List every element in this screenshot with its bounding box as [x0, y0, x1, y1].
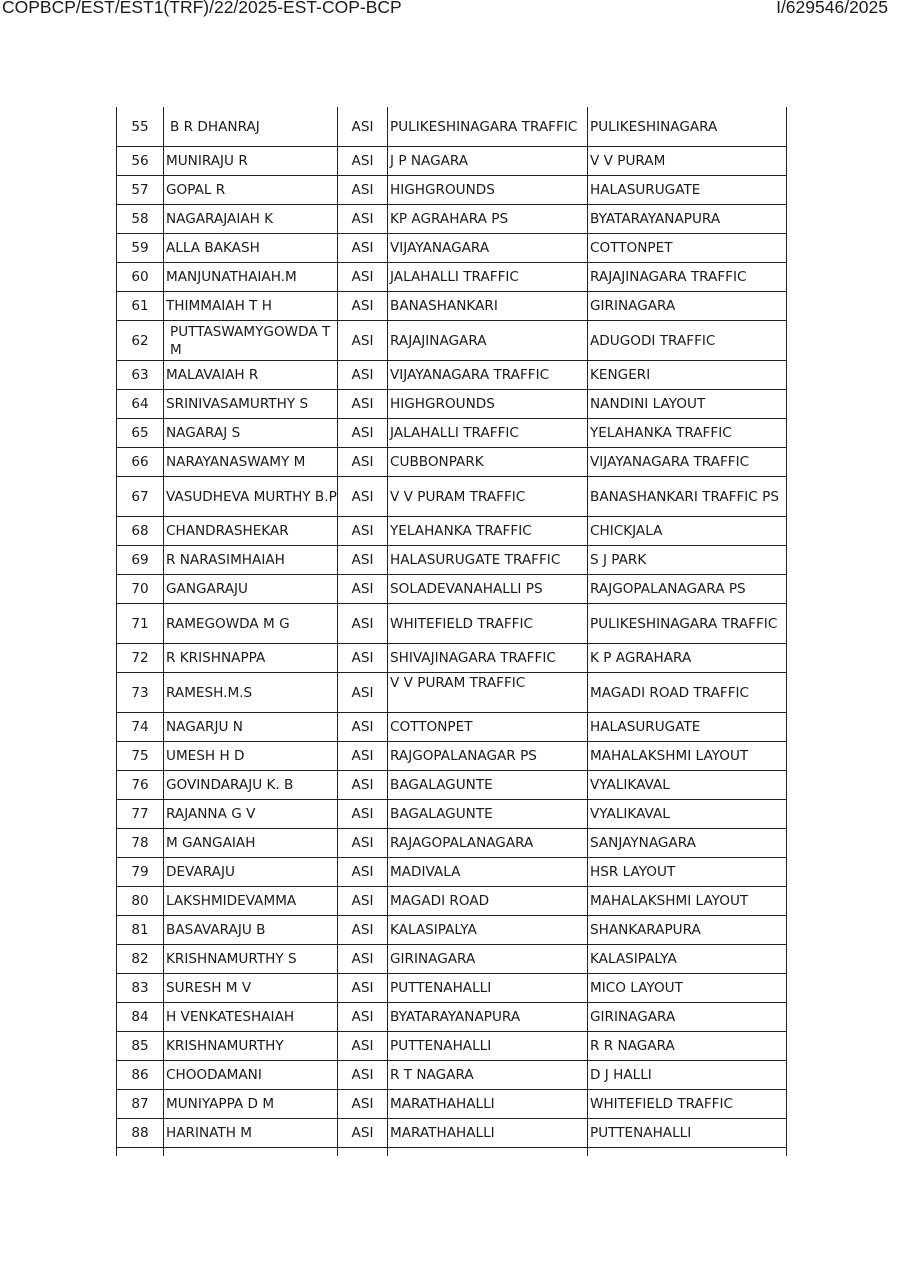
- from-station-cell: RAJGOPALANAGAR PS: [387, 742, 587, 770]
- from-station-cell: SHIVAJINAGARA TRAFFIC: [387, 644, 587, 672]
- serial-number-cell: 76: [116, 771, 163, 799]
- rank-cell: ASI: [337, 742, 387, 770]
- to-station-cell: HALASURUGATE: [587, 176, 787, 204]
- name-cell: CHANDRASHEKAR: [163, 517, 337, 545]
- serial-number-cell: 87: [116, 1090, 163, 1118]
- name-cell: SURESH M V: [163, 974, 337, 1002]
- to-station-cell: KENGERI: [587, 361, 787, 389]
- rank-cell: ASI: [337, 361, 387, 389]
- rank-cell: ASI: [337, 1003, 387, 1031]
- name-cell: R NARASIMHAIAH: [163, 546, 337, 574]
- to-station-cell: R R NAGARA: [587, 1032, 787, 1060]
- name-cell: ALLA BAKASH: [163, 234, 337, 262]
- name-cell: SRINIVASAMURTHY S: [163, 390, 337, 418]
- table-row: [116, 673, 787, 713]
- rank-cell: ASI: [337, 916, 387, 944]
- to-station-cell: BYATARAYANAPURA: [587, 205, 787, 233]
- from-station-cell: KP AGRAHARA PS: [387, 205, 587, 233]
- serial-number-cell: 75: [116, 742, 163, 770]
- name-cell: M GANGAIAH: [163, 829, 337, 857]
- table-row: [116, 742, 787, 771]
- serial-number-cell: 57: [116, 176, 163, 204]
- to-station-cell: PUTTENAHALLI: [587, 1119, 787, 1147]
- name-cell: VASUDHEVA MURTHY B.P: [163, 477, 337, 516]
- serial-number-cell: 85: [116, 1032, 163, 1060]
- rank-cell: ASI: [337, 107, 387, 146]
- name-cell: PUTTASWAMYGOWDA T M: [163, 321, 337, 360]
- table-row: [116, 575, 787, 604]
- serial-number-cell: 71: [116, 604, 163, 643]
- to-station-cell: KALASIPALYA: [587, 945, 787, 973]
- name-cell: LAKSHMIDEVAMMA: [163, 887, 337, 915]
- serial-number-cell: 68: [116, 517, 163, 545]
- to-station-cell: MICO LAYOUT: [587, 974, 787, 1002]
- name-cell: THIMMAIAH T H: [163, 292, 337, 320]
- serial-number-cell: 77: [116, 800, 163, 828]
- table-row: [116, 234, 787, 263]
- name-cell: R KRISHNAPPA: [163, 644, 337, 672]
- rank-cell: ASI: [337, 321, 387, 360]
- rank-cell: ASI: [337, 1119, 387, 1147]
- table-row: [116, 477, 787, 517]
- from-station-cell: RAJAJINAGARA: [387, 321, 587, 360]
- transfer-table: [116, 107, 787, 1156]
- from-station-cell: VIJAYANAGARA TRAFFIC: [387, 361, 587, 389]
- serial-number-cell: 64: [116, 390, 163, 418]
- serial-number-cell: 79: [116, 858, 163, 886]
- table-row: [116, 361, 787, 390]
- name-cell: MUNIYAPPA D M: [163, 1090, 337, 1118]
- to-station-cell: K P AGRAHARA: [587, 644, 787, 672]
- to-station-cell: MAGADI ROAD TRAFFIC: [587, 673, 787, 712]
- name-cell: GOVINDARAJU K. B: [163, 771, 337, 799]
- table-row: [116, 517, 787, 546]
- from-station-cell: V V PURAM TRAFFIC: [387, 673, 587, 712]
- rank-cell: ASI: [337, 419, 387, 447]
- serial-number-cell: 88: [116, 1119, 163, 1147]
- name-cell: RAJANNA G V: [163, 800, 337, 828]
- table-row: [116, 205, 787, 234]
- serial-number-cell: 65: [116, 419, 163, 447]
- from-station-cell: V V PURAM TRAFFIC: [387, 477, 587, 516]
- serial-number-cell: 78: [116, 829, 163, 857]
- rank-cell: ASI: [337, 604, 387, 643]
- continuation-cell: [337, 1148, 387, 1156]
- rank-cell: ASI: [337, 234, 387, 262]
- from-station-cell: KALASIPALYA: [387, 916, 587, 944]
- rank-cell: ASI: [337, 829, 387, 857]
- rank-cell: ASI: [337, 858, 387, 886]
- table-row: [116, 147, 787, 176]
- table-row-continuation: [116, 1148, 787, 1156]
- serial-number-cell: 84: [116, 1003, 163, 1031]
- from-station-cell: PUTTENAHALLI: [387, 1032, 587, 1060]
- serial-number-cell: 69: [116, 546, 163, 574]
- name-cell: H VENKATESHAIAH: [163, 1003, 337, 1031]
- name-cell: UMESH H D: [163, 742, 337, 770]
- table-row: [116, 974, 787, 1003]
- rank-cell: ASI: [337, 176, 387, 204]
- rank-cell: ASI: [337, 673, 387, 712]
- from-station-cell: YELAHANKA TRAFFIC: [387, 517, 587, 545]
- serial-number-cell: 83: [116, 974, 163, 1002]
- table-row: [116, 1032, 787, 1061]
- table-row: [116, 448, 787, 477]
- rank-cell: ASI: [337, 517, 387, 545]
- rank-cell: ASI: [337, 390, 387, 418]
- rank-cell: ASI: [337, 713, 387, 741]
- table-row: [116, 1119, 787, 1148]
- rank-cell: ASI: [337, 575, 387, 603]
- to-station-cell: PULIKESHINAGARA TRAFFIC: [587, 604, 787, 643]
- serial-number-cell: 55: [116, 107, 163, 146]
- serial-number-cell: 67: [116, 477, 163, 516]
- name-cell: HARINATH M: [163, 1119, 337, 1147]
- table-row: [116, 800, 787, 829]
- from-station-cell: MAGADI ROAD: [387, 887, 587, 915]
- from-station-cell: HALASURUGATE TRAFFIC: [387, 546, 587, 574]
- from-station-cell: PULIKESHINAGARA TRAFFIC: [387, 107, 587, 146]
- rank-cell: ASI: [337, 263, 387, 291]
- from-station-cell: COTTONPET: [387, 713, 587, 741]
- name-cell: B R DHANRAJ: [163, 107, 337, 146]
- from-station-cell: MARATHAHALLI: [387, 1119, 587, 1147]
- serial-number-cell: 82: [116, 945, 163, 973]
- rank-cell: ASI: [337, 448, 387, 476]
- serial-number-cell: 60: [116, 263, 163, 291]
- from-station-cell: PUTTENAHALLI: [387, 974, 587, 1002]
- from-station-cell: SOLADEVANAHALLI PS: [387, 575, 587, 603]
- rank-cell: ASI: [337, 887, 387, 915]
- rank-cell: ASI: [337, 945, 387, 973]
- rank-cell: ASI: [337, 771, 387, 799]
- table-row: [116, 604, 787, 644]
- name-cell: GANGARAJU: [163, 575, 337, 603]
- table-row: [116, 1061, 787, 1090]
- name-cell: BASAVARAJU B: [163, 916, 337, 944]
- to-station-cell: WHITEFIELD TRAFFIC: [587, 1090, 787, 1118]
- table-row: [116, 945, 787, 974]
- to-station-cell: NANDINI LAYOUT: [587, 390, 787, 418]
- continuation-cell: [387, 1148, 587, 1156]
- to-station-cell: GIRINAGARA: [587, 1003, 787, 1031]
- to-station-cell: GIRINAGARA: [587, 292, 787, 320]
- from-station-cell: MADIVALA: [387, 858, 587, 886]
- name-cell: RAMESH.M.S: [163, 673, 337, 712]
- from-station-cell: VIJAYANAGARA: [387, 234, 587, 262]
- table-row: [116, 321, 787, 361]
- from-station-cell: HIGHGROUNDS: [387, 390, 587, 418]
- table-row: [116, 771, 787, 800]
- to-station-cell: SHANKARAPURA: [587, 916, 787, 944]
- table-row: [116, 107, 787, 147]
- rank-cell: ASI: [337, 292, 387, 320]
- rank-cell: ASI: [337, 644, 387, 672]
- table-row: [116, 390, 787, 419]
- serial-number-cell: 56: [116, 147, 163, 175]
- name-cell: KRISHNAMURTHY S: [163, 945, 337, 973]
- to-station-cell: V V PURAM: [587, 147, 787, 175]
- to-station-cell: BANASHANKARI TRAFFIC PS: [587, 477, 787, 516]
- table-row: [116, 176, 787, 205]
- name-cell: NAGARJU N: [163, 713, 337, 741]
- to-station-cell: D J HALLI: [587, 1061, 787, 1089]
- serial-number-cell: 59: [116, 234, 163, 262]
- to-station-cell: S J PARK: [587, 546, 787, 574]
- serial-number-cell: 58: [116, 205, 163, 233]
- from-station-cell: JALAHALLI TRAFFIC: [387, 263, 587, 291]
- to-station-cell: MAHALAKSHMI LAYOUT: [587, 742, 787, 770]
- to-station-cell: SANJAYNAGARA: [587, 829, 787, 857]
- from-station-cell: JALAHALLI TRAFFIC: [387, 419, 587, 447]
- from-station-cell: MARATHAHALLI: [387, 1090, 587, 1118]
- from-station-cell: BANASHANKARI: [387, 292, 587, 320]
- to-station-cell: HALASURUGATE: [587, 713, 787, 741]
- from-station-cell: GIRINAGARA: [387, 945, 587, 973]
- table-row: [116, 858, 787, 887]
- to-station-cell: COTTONPET: [587, 234, 787, 262]
- to-station-cell: RAJAJINAGARA TRAFFIC: [587, 263, 787, 291]
- to-station-cell: ADUGODI TRAFFIC: [587, 321, 787, 360]
- continuation-cell: [116, 1148, 163, 1156]
- rank-cell: ASI: [337, 1032, 387, 1060]
- serial-number-cell: 73: [116, 673, 163, 712]
- table-row: [116, 546, 787, 575]
- to-station-cell: CHICKJALA: [587, 517, 787, 545]
- rank-cell: ASI: [337, 1061, 387, 1089]
- table-row: [116, 292, 787, 321]
- table-row: [116, 1090, 787, 1119]
- table-row: [116, 916, 787, 945]
- from-station-cell: HIGHGROUNDS: [387, 176, 587, 204]
- name-cell: NAGARAJ S: [163, 419, 337, 447]
- rank-cell: ASI: [337, 477, 387, 516]
- table-row: [116, 887, 787, 916]
- from-station-cell: J P NAGARA: [387, 147, 587, 175]
- table-row: [116, 644, 787, 673]
- rank-cell: ASI: [337, 1090, 387, 1118]
- document-inward-number: I/629546/2025: [776, 0, 888, 17]
- from-station-cell: BYATARAYANAPURA: [387, 1003, 587, 1031]
- name-cell: MALAVAIAH R: [163, 361, 337, 389]
- rank-cell: ASI: [337, 974, 387, 1002]
- continuation-cell: [163, 1148, 337, 1156]
- continuation-cell: [587, 1148, 787, 1156]
- name-cell: MUNIRAJU R: [163, 147, 337, 175]
- serial-number-cell: 63: [116, 361, 163, 389]
- table-row: [116, 829, 787, 858]
- serial-number-cell: 74: [116, 713, 163, 741]
- serial-number-cell: 66: [116, 448, 163, 476]
- to-station-cell: MAHALAKSHMI LAYOUT: [587, 887, 787, 915]
- name-cell: NARAYANASWAMY M: [163, 448, 337, 476]
- serial-number-cell: 62: [116, 321, 163, 360]
- table-row: [116, 263, 787, 292]
- from-station-cell: CUBBONPARK: [387, 448, 587, 476]
- to-station-cell: VYALIKAVAL: [587, 800, 787, 828]
- table-row: [116, 1003, 787, 1032]
- name-cell: RAMEGOWDA M G: [163, 604, 337, 643]
- name-cell: DEVARAJU: [163, 858, 337, 886]
- name-cell: MANJUNATHAIAH.M: [163, 263, 337, 291]
- rank-cell: ASI: [337, 205, 387, 233]
- serial-number-cell: 70: [116, 575, 163, 603]
- serial-number-cell: 81: [116, 916, 163, 944]
- serial-number-cell: 86: [116, 1061, 163, 1089]
- from-station-cell: R T NAGARA: [387, 1061, 587, 1089]
- from-station-cell: BAGALAGUNTE: [387, 800, 587, 828]
- serial-number-cell: 72: [116, 644, 163, 672]
- rank-cell: ASI: [337, 147, 387, 175]
- to-station-cell: PULIKESHINAGARA: [587, 107, 787, 146]
- serial-number-cell: 61: [116, 292, 163, 320]
- table-row: [116, 419, 787, 448]
- table-row: [116, 713, 787, 742]
- from-station-cell: WHITEFIELD TRAFFIC: [387, 604, 587, 643]
- to-station-cell: VIJAYANAGARA TRAFFIC: [587, 448, 787, 476]
- name-cell: CHOODAMANI: [163, 1061, 337, 1089]
- name-cell: NAGARAJAIAH K: [163, 205, 337, 233]
- to-station-cell: RAJGOPALANAGARA PS: [587, 575, 787, 603]
- to-station-cell: VYALIKAVAL: [587, 771, 787, 799]
- from-station-cell: RAJAGOPALANAGARA: [387, 829, 587, 857]
- to-station-cell: HSR LAYOUT: [587, 858, 787, 886]
- name-cell: KRISHNAMURTHY: [163, 1032, 337, 1060]
- rank-cell: ASI: [337, 546, 387, 574]
- serial-number-cell: 80: [116, 887, 163, 915]
- name-cell: GOPAL R: [163, 176, 337, 204]
- rank-cell: ASI: [337, 800, 387, 828]
- document-reference-number: COPBCP/EST/EST1(TRF)/22/2025-EST-COP-BCP: [2, 0, 402, 17]
- to-station-cell: YELAHANKA TRAFFIC: [587, 419, 787, 447]
- from-station-cell: BAGALAGUNTE: [387, 771, 587, 799]
